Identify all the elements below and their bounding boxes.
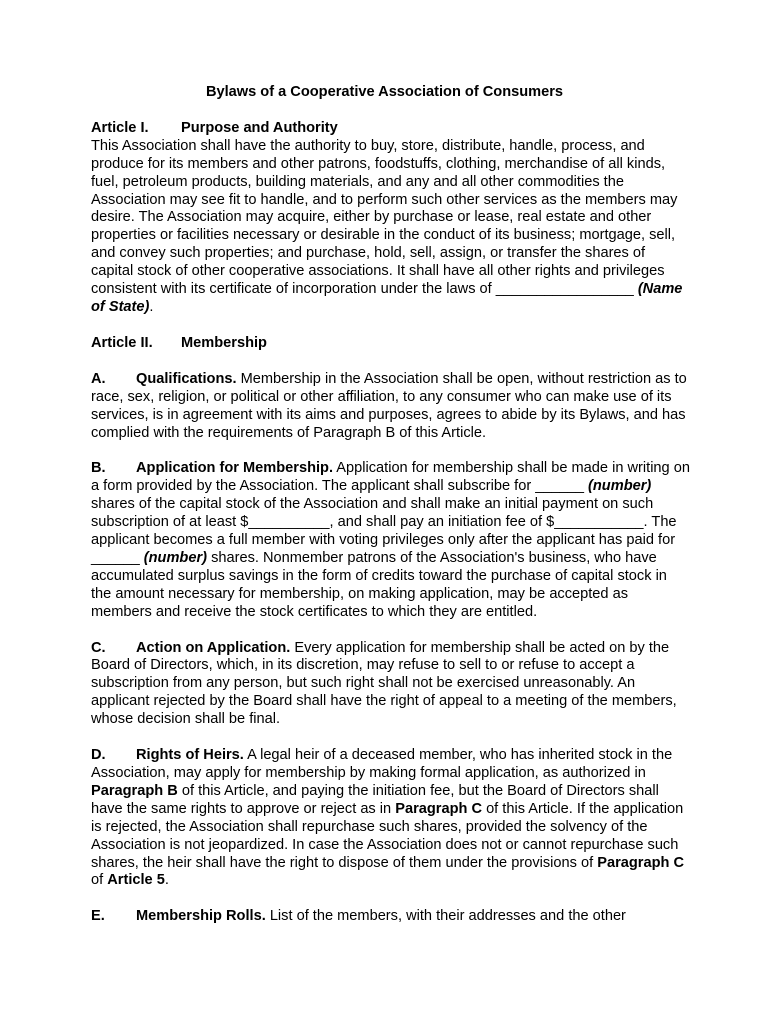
section-a-heading: Qualifications. bbox=[136, 370, 237, 387]
number-label-2: (number) bbox=[143, 549, 208, 566]
ref-paragraph-b: Paragraph B bbox=[91, 782, 178, 799]
article-1-title: Purpose and Authority bbox=[181, 119, 338, 136]
section-b-text-1: Application for membership shall be made in writing on a form provided by the Association. The applicant shall subscribe for ______ bbox=[91, 460, 690, 495]
section-a-text: Membership in the Association shall be open, without restriction as to race, sex, religion, or political or other affiliation, to any consumer who can make use of its services, is in agreement with its aims and purposes, agrees to abide by its Bylaws, and has complied with the requirements of Paragraph B of this Article. bbox=[91, 370, 687, 441]
article-1-heading bbox=[91, 120, 691, 138]
section-d-text-4: of bbox=[91, 872, 104, 889]
section-b-letter: B. bbox=[91, 460, 106, 477]
section-e-text: List of the members, with their addresses and the other bbox=[269, 908, 626, 925]
section-c-letter: C. bbox=[91, 639, 106, 656]
number-label-1: (number) bbox=[588, 478, 652, 495]
section-b-text-2: shares of the capital stock of the Association and shall make an initial payment on such subscription of at least $__________, and shall pay an initiation fee of $___________. The applicant becomes a full member with voting privileges only after the applicant has paid for ______ bbox=[91, 496, 677, 566]
section-d-text-3: of this Article. If the application is rejected, the Association shall repurchase such shares, provided the solvency of the Association is not jeopardized. In case the Association does not or cannot repurchase such shares, the heir shall have the right to dispose of them under the provisions of bbox=[91, 800, 684, 871]
ref-article-5: Article 5 bbox=[107, 872, 165, 889]
article-1-text bbox=[91, 138, 691, 317]
section-d-letter: D. bbox=[91, 747, 106, 764]
section-d-text-2: of this Article, and paying the initiation fee, but the Board of Directors shall have the same rights to approve or reject as in bbox=[91, 782, 659, 817]
section-d bbox=[91, 747, 691, 890]
section-a-letter: A. bbox=[91, 370, 106, 387]
ref-paragraph-c-2: Paragraph C bbox=[597, 854, 684, 871]
document-body bbox=[91, 84, 691, 926]
section-b-text-3: shares. Nonmember patrons of the Association's business, who have accumulated surplus savings in the form of credits toward the purchase of capital stock in the amount necessary for membership, on making application, may be accepted as members and receive the stock certificates to which they are entitled. bbox=[91, 549, 667, 620]
section-c-text: Every application for membership shall be acted on by the Board of Directors, which, in its discretion, may refuse to sell to or refuse to accept a subscription from any person, but such right shall not be exercised unreasonably. An applicant rejected by the Board shall have the right of appeal to a meeting of the members, whose decision shall be final. bbox=[91, 639, 677, 728]
section-e bbox=[91, 908, 691, 926]
section-d-text-5: . bbox=[164, 872, 169, 889]
section-b bbox=[91, 460, 691, 621]
section-b-heading: Application for Membership. bbox=[136, 460, 334, 477]
article-2-heading bbox=[91, 335, 691, 353]
article-1-number: Article I. bbox=[91, 119, 149, 136]
section-d-text-1: A legal heir of a deceased member, who has inherited stock in the Association, may apply for membership by making formal application, as authorized in bbox=[91, 747, 673, 781]
section-e-letter: E. bbox=[91, 908, 105, 925]
article-2-title: Membership bbox=[181, 334, 267, 351]
article-2-number: Article II. bbox=[91, 334, 153, 351]
article-1-body: This Association shall have the authority to buy, store, distribute, handle, process, and produce for its members and other patrons, foodstuffs, clothing, merchandise of all kinds, fuel, petroleum products, building materials, and any and all other commodities the Association may see fit to handle, and to perform such other services as the members may desire. The Association may acquire, either by purchase or lease, real estate and other properties or facilities necessary or desirable in the conduct of its business; mortgage, sell, and convey such properties; and purchase, hold, sell, assign, or transfer the shares of capital stock of other cooperative associations. It shall have all other rights and privileges consistent with its certificate of incorporation under the laws of _________________ bbox=[91, 137, 678, 298]
section-c bbox=[91, 640, 691, 730]
document-title: Bylaws of a Cooperative Association of Consumers bbox=[205, 84, 564, 100]
ref-paragraph-c: Paragraph C bbox=[395, 800, 482, 817]
section-e-heading: Membership Rolls. bbox=[136, 908, 266, 925]
name-of-state-label: (Name of State) bbox=[91, 281, 683, 315]
section-c-heading: Action on Application. bbox=[136, 639, 291, 656]
article-1-end: . bbox=[149, 298, 154, 315]
section-a bbox=[91, 371, 691, 443]
section-d-heading: Rights of Heirs. bbox=[136, 747, 244, 764]
